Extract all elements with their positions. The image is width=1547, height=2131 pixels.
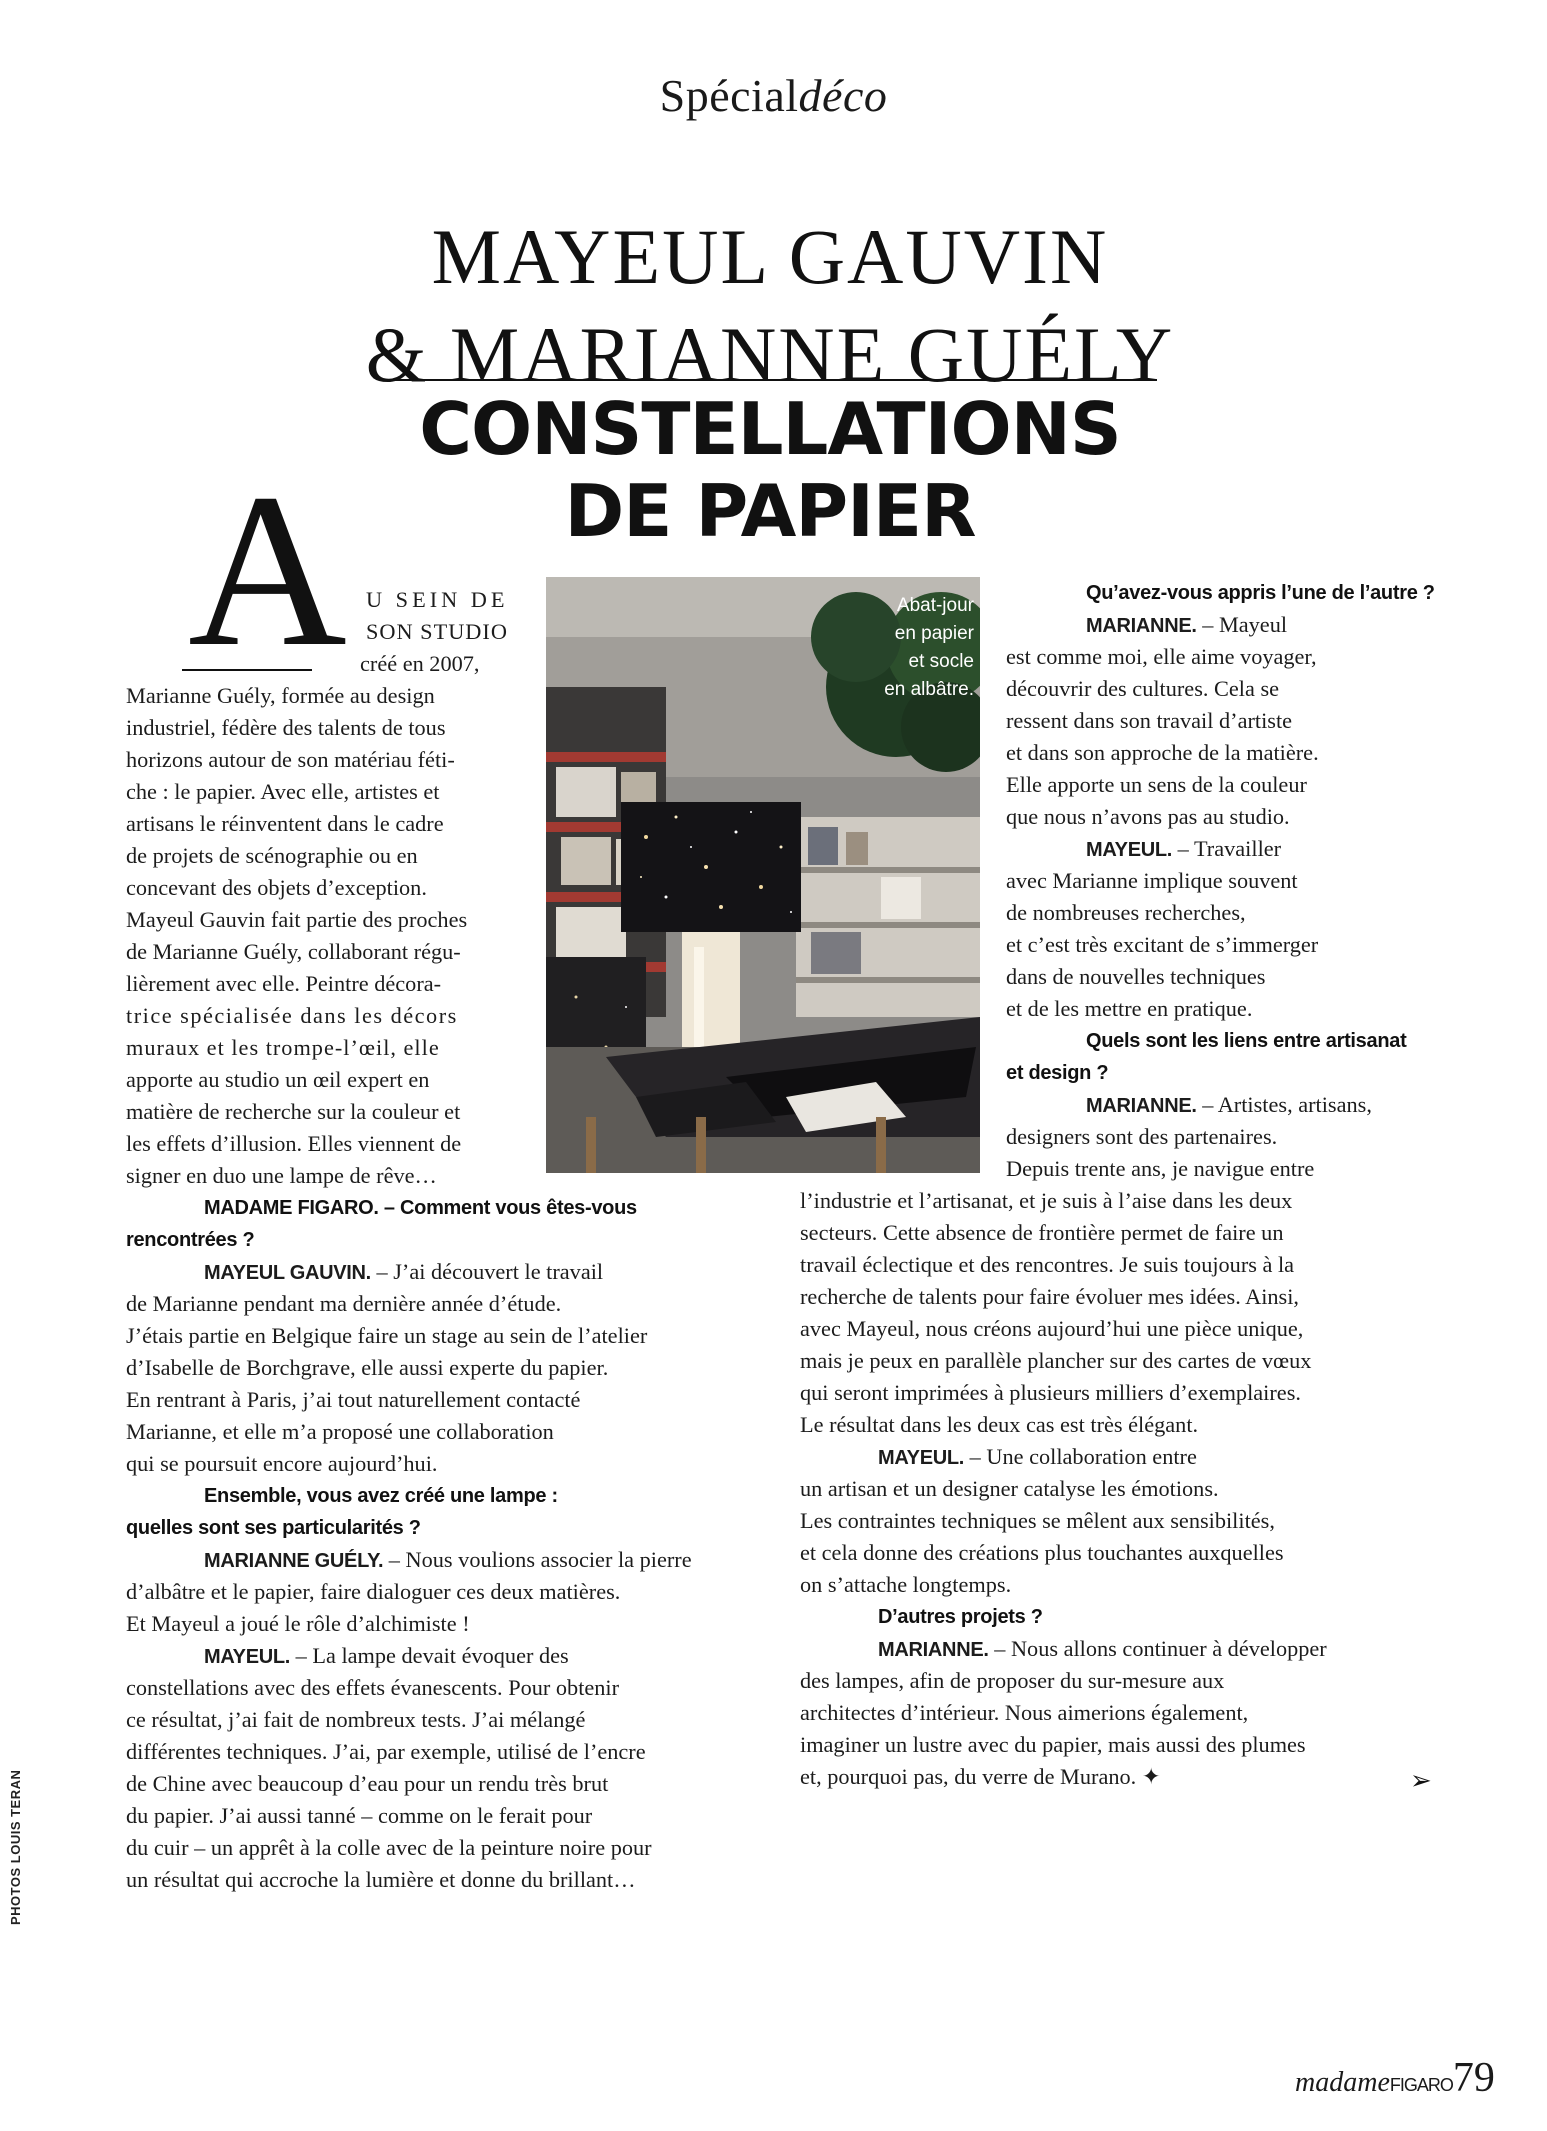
question-text: Quels sont les liens entre artisanat: [1086, 1030, 1407, 1052]
text-line: [800, 1217, 1283, 1249]
text-line: [800, 1409, 1198, 1441]
question-text: MADAME FIGARO. – Comment vous êtes-vous: [204, 1197, 637, 1219]
answer-text: de Marianne pendant ma dernière année d’étude.: [126, 1291, 562, 1316]
answer-text: et c’est très excitant de s’immerger: [1006, 932, 1319, 957]
text-line: [800, 1537, 1284, 1569]
text-line: [1006, 993, 1252, 1025]
answer-text: mais je peux en parallèle plancher sur des cartes de vœux: [800, 1348, 1312, 1373]
answer-text: l’industrie et l’artisanat, et je suis à l’aise dans les deux: [800, 1188, 1293, 1213]
answer-text: – La lampe devait évoquer des: [290, 1643, 569, 1668]
intro-line: industriel, fédère des talents de tous: [126, 715, 446, 740]
answer-text: – Artistes, artisans,: [1196, 1092, 1372, 1117]
text-line: [126, 1384, 580, 1416]
intro-line: SON STUDIO: [366, 619, 508, 644]
question-text: rencontrées ?: [126, 1229, 255, 1251]
text-line: [800, 1249, 1294, 1281]
page-folio: [1295, 2054, 1495, 2102]
question-text: D’autres projets ?: [878, 1606, 1043, 1628]
text-line: [1006, 897, 1246, 929]
answer-text: Elle apporte un sens de la couleur: [1006, 772, 1307, 797]
answer-text: En rentrant à Paris, j’ai tout naturellement contacté: [126, 1387, 581, 1412]
text-line: [1086, 609, 1287, 642]
question-text: quelles sont ses particularités ?: [126, 1517, 421, 1539]
caption-line: en papier: [894, 623, 974, 644]
intro-line: signer en duo une lampe de rêve…: [126, 1163, 437, 1188]
answer-text: Depuis trente ans, je navigue entre: [1006, 1156, 1315, 1181]
question-line: [126, 1512, 421, 1544]
answer-text: qui seront imprimées à plusieurs milliers d’exemplaires.: [800, 1380, 1301, 1405]
text-line: [126, 1320, 647, 1352]
answer-text: Les contraintes techniques se mêlent aux sensibilités,: [800, 1508, 1275, 1533]
intro-line: les effets d’illusion. Elles viennent de: [126, 1131, 462, 1156]
answer-text: avec Mayeul, nous créons aujourd’hui une pièce unique,: [800, 1316, 1304, 1341]
answer-text: du cuir – un apprêt à la colle avec de la peinture noire pour: [126, 1835, 652, 1860]
answer-text: ce résultat, j’ai fait de nombreux tests. J’ai mélangé: [126, 1707, 586, 1732]
answer-text: des lampes, afin de proposer du sur-mesure aux: [800, 1668, 1225, 1693]
page-number: 79: [1452, 2055, 1495, 2101]
answer-text: J’étais partie en Belgique faire un stage au sein de l’atelier: [126, 1323, 648, 1348]
photo-caption: [858, 592, 974, 704]
names-line-1: MAYEUL GAUVIN: [431, 213, 1109, 300]
answer-text: Le résultat dans les deux cas est très élégant.: [800, 1412, 1199, 1437]
text-line: [800, 1185, 1292, 1217]
answer-text: qui se poursuit encore aujourd’hui.: [126, 1451, 438, 1476]
intro-line: de projets de scénographie ou en: [126, 843, 418, 868]
photo-credit: PHOTOS LOUIS TERAN: [8, 1769, 23, 1925]
text-line: [1006, 961, 1265, 993]
text-line: [204, 1640, 569, 1673]
answer-text: Et Mayeul a joué le rôle d’alchimiste !: [126, 1611, 470, 1636]
headline-line-2: DE PAPIER: [564, 469, 976, 553]
speaker-name: MARIANNE GUÉLY.: [204, 1550, 384, 1572]
text-line: [1006, 1121, 1277, 1153]
drop-cap-rule: [182, 669, 312, 671]
answer-text: – Nous voulions associer la pierre: [383, 1547, 692, 1572]
speaker-name: MARIANNE.: [878, 1639, 989, 1661]
speaker-name: MAYEUL.: [204, 1646, 291, 1668]
answer-text: du papier. J’ai aussi tanné – comme on le ferait pour: [126, 1803, 593, 1828]
names-line-2: & MARIANNE GUÉLY: [365, 311, 1175, 398]
answer-text: est comme moi, elle aime voyager,: [1006, 644, 1317, 669]
intro-line: créé en 2007,: [360, 651, 480, 676]
answer-text: découvrir des cultures. Cela se: [1006, 676, 1280, 701]
answer-text: constellations avec des effets évanescents. Pour obtenir: [126, 1675, 620, 1700]
intro-line: Marianne Guély, formée au design: [126, 683, 435, 708]
answer-text: différentes techniques. J’ai, par exemple, utilisé de l’encre: [126, 1739, 646, 1764]
text-line: [800, 1569, 1011, 1601]
answer-text: – J’ai découvert le travail: [370, 1259, 604, 1284]
text-line: [1006, 641, 1317, 673]
answer-text: d’Isabelle de Borchgrave, elle aussi experte du papier.: [126, 1355, 609, 1380]
answer-text: ressent dans son travail d’artiste: [1006, 708, 1293, 733]
text-line: [126, 1832, 652, 1864]
text-line: [126, 1736, 646, 1768]
question-line: [126, 1224, 254, 1256]
text-line: [204, 1544, 692, 1577]
speaker-name: MARIANNE.: [1086, 1095, 1197, 1117]
text-line: [800, 1729, 1306, 1761]
answer-text: et, pourquoi pas, du verre de Murano. ✦: [800, 1764, 1161, 1789]
text-line: [800, 1505, 1275, 1537]
speaker-name: MAYEUL.: [1086, 839, 1173, 861]
answer-text: architectes d’intérieur. Nous aimerions également,: [800, 1700, 1249, 1725]
caption-line: en albâtre.: [884, 679, 974, 700]
text-line: [126, 1288, 561, 1320]
answer-text: dans de nouvelles techniques: [1006, 964, 1266, 989]
question-line: [204, 1192, 637, 1224]
question-line: [204, 1480, 558, 1512]
answer-text: avec Marianne implique souvent: [1006, 868, 1298, 893]
text-line: [126, 1416, 554, 1448]
text-line: [878, 1633, 1327, 1666]
section-main: Spécial: [659, 70, 799, 121]
text-line: [126, 1800, 592, 1832]
answer-text: – Mayeul: [1196, 612, 1288, 637]
text-line: [1006, 737, 1319, 769]
text-line: [800, 1761, 1160, 1793]
headline-line-1: CONSTELLATIONS: [419, 387, 1121, 471]
intro-line: trice spécialisée dans les décors: [126, 1003, 458, 1028]
answer-text: et de les mettre en pratique.: [1006, 996, 1253, 1021]
question-text: et design ?: [1006, 1062, 1109, 1084]
answer-text: secteurs. Cette absence de frontière permet de faire un: [800, 1220, 1284, 1245]
answer-text: un artisan et un designer catalyse les émotions.: [800, 1476, 1219, 1501]
answer-text: un résultat qui accroche la lumière et donne du brillant…: [126, 1867, 636, 1892]
question-line: [1006, 1057, 1108, 1089]
continue-arrow-icon: ➢: [1410, 1766, 1432, 1795]
answer-text: – Une collaboration entre: [964, 1444, 1197, 1469]
section-header: [0, 68, 1547, 124]
intro-line: artisans le réinventent dans le cadre: [126, 811, 444, 836]
intro-line: Mayeul Gauvin fait partie des proches: [126, 907, 468, 932]
text-line: [1006, 705, 1292, 737]
answer-text: – Nous allons continuer à développer: [988, 1636, 1327, 1661]
answer-text: designers sont des partenaires.: [1006, 1124, 1278, 1149]
answer-text: on s’attache longtemps.: [800, 1572, 1012, 1597]
answer-text: et cela donne des créations plus touchantes auxquelles: [800, 1540, 1284, 1565]
caption-line: et socle: [908, 651, 974, 672]
speaker-name: MARIANNE.: [1086, 615, 1197, 637]
text-line: [800, 1377, 1301, 1409]
text-line: [800, 1697, 1248, 1729]
text-line: [800, 1281, 1299, 1313]
speaker-name: MAYEUL GAUVIN.: [204, 1262, 371, 1284]
text-line: [1006, 769, 1307, 801]
headline: [340, 388, 1200, 552]
answer-text: d’albâtre et le papier, faire dialoguer ces deux matières.: [126, 1579, 621, 1604]
text-line: [1006, 929, 1318, 961]
text-line: [126, 1352, 608, 1384]
caption-line: Abat-jour: [896, 595, 974, 616]
intro-line: che : le papier. Avec elle, artistes et: [126, 779, 440, 804]
text-line: [800, 1313, 1303, 1345]
text-line: [126, 1576, 620, 1608]
question-text: Ensemble, vous avez créé une lampe :: [204, 1485, 558, 1507]
text-line: [126, 1704, 585, 1736]
magazine-name-a: madame: [1295, 2067, 1390, 2098]
text-line: [1006, 673, 1279, 705]
intro-line: lièrement avec elle. Peintre décora-: [126, 971, 442, 996]
intro-line: concevant des objets d’exception.: [126, 875, 427, 900]
intro-line: muraux et les trompe-l’œil, elle: [126, 1035, 440, 1060]
text-line: [126, 1608, 470, 1640]
answer-text: – Travailler: [1172, 836, 1282, 861]
answer-text: de nombreuses recherches,: [1006, 900, 1246, 925]
text-line: [800, 1473, 1219, 1505]
intro-line: de Marianne Guély, collaborant régu-: [126, 939, 461, 964]
intro-line: apporte au studio un œil expert en: [126, 1067, 430, 1092]
answer-text: Marianne, et elle m’a proposé une collaboration: [126, 1419, 554, 1444]
answer-text: que nous n’avons pas au studio.: [1006, 804, 1290, 829]
speaker-name: MAYEUL.: [878, 1447, 965, 1469]
answer-text: et dans son approche de la matière.: [1006, 740, 1319, 765]
text-line: [126, 1864, 636, 1896]
text-line: [1006, 1153, 1314, 1185]
text-line: [1006, 865, 1298, 897]
question-line: [1086, 577, 1435, 609]
text-line: [126, 1768, 608, 1800]
question-text: Qu’avez-vous appris l’une de l’autre ?: [1086, 582, 1435, 604]
intro-line: U SEIN DE: [366, 587, 509, 612]
text-line: [1086, 1089, 1372, 1122]
answer-text: recherche de talents pour faire évoluer mes idées. Ainsi,: [800, 1284, 1300, 1309]
text-line: [1086, 833, 1281, 866]
answer-text: de Chine avec beaucoup d’eau pour un rendu très brut: [126, 1771, 609, 1796]
text-line: [800, 1345, 1311, 1377]
text-line: [1006, 801, 1290, 833]
section-sub: déco: [798, 70, 888, 121]
text-line: [878, 1441, 1197, 1474]
magazine-name-b: FIGARO: [1389, 2075, 1453, 2095]
text-line: [204, 1256, 603, 1289]
title-rule: [380, 379, 1157, 381]
text-line: [800, 1665, 1224, 1697]
text-line: [126, 1672, 619, 1704]
answer-text: imaginer un lustre avec du papier, mais aussi des plumes: [800, 1732, 1306, 1757]
drop-cap: A: [188, 448, 347, 692]
question-line: [1086, 1025, 1406, 1057]
answer-text: travail éclectique et des rencontres. Je suis toujours à la: [800, 1252, 1295, 1277]
intro-line: horizons autour de son matériau féti-: [126, 747, 455, 772]
question-line: [878, 1601, 1043, 1633]
text-line: [126, 1448, 437, 1480]
intro-line: matière de recherche sur la couleur et: [126, 1099, 461, 1124]
article-names: [340, 208, 1200, 404]
